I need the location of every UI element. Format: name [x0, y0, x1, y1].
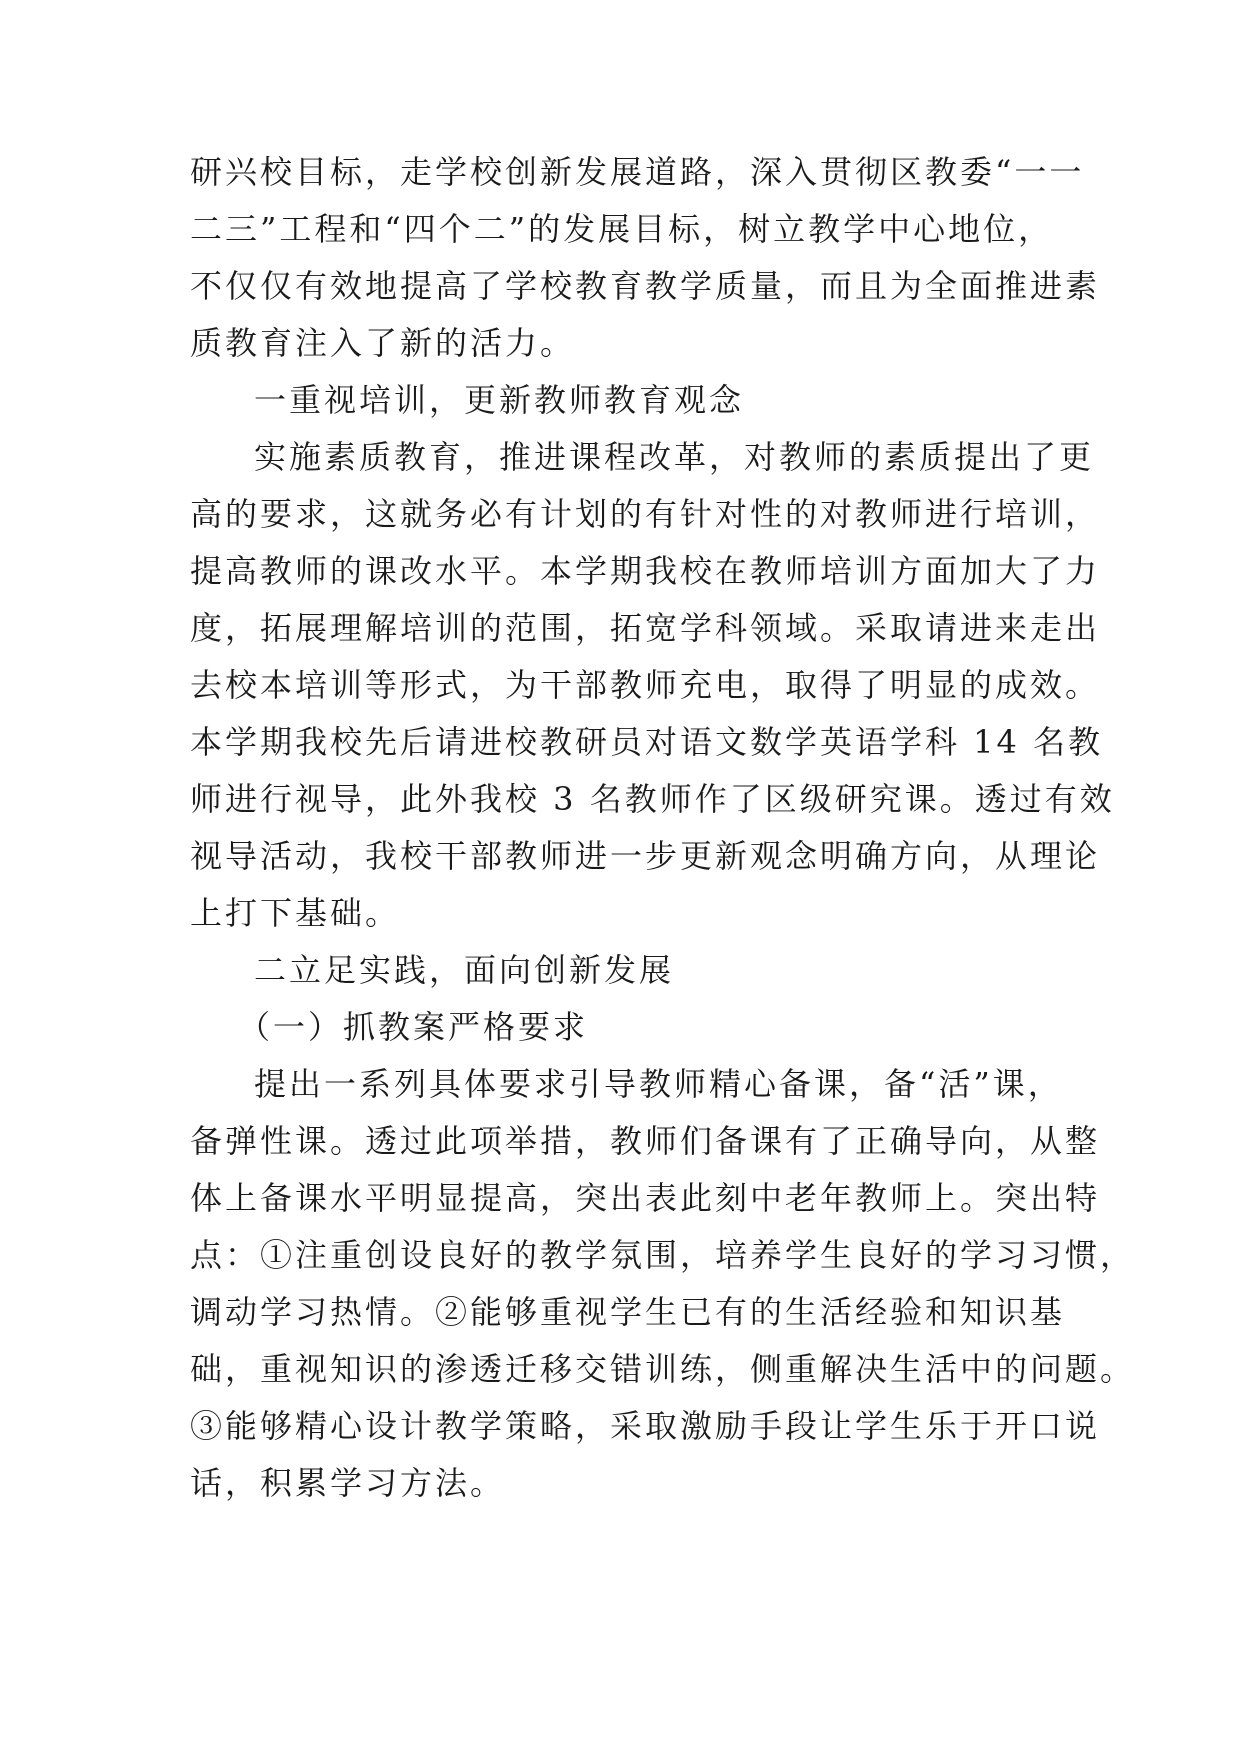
text-line: 二三”工程和“四个二”的发展目标，树立教学中心地位，: [190, 210, 1054, 248]
text-line: 质教育注入了新的活力。: [190, 324, 576, 362]
text-line: 提高教师的课改水平。本学期我校在教师培训方面加大了力: [190, 552, 1101, 590]
subsection-heading: （一）抓教案严格要求: [238, 1008, 589, 1046]
text-line: 不仅仅有效地提高了学校教育教学质量，而且为全面推进素: [190, 267, 1101, 305]
section-heading: 一重视培训，更新教师教育观念: [254, 381, 745, 419]
section-heading: 二立足实践，面向创新发展: [254, 951, 675, 989]
text-line: 视导活动，我校干部教师进一步更新观念明确方向，从理论: [190, 837, 1101, 875]
text-line: 体上备课水平明显提高，突出表此刻中老年教师上。突出特: [190, 1179, 1101, 1217]
text-line: 去校本培训等形式，为干部教师充电，取得了明显的成效。: [190, 666, 1101, 704]
text-line: 本学期我校先后请进校教研员对语文数学英语学科 14 名教: [190, 723, 1104, 761]
text-line: 上打下基础。: [190, 894, 401, 932]
text-line: ③能够精心设计教学策略，采取激励手段让学生乐于开口说: [190, 1407, 1101, 1445]
text-line: 备弹性课。透过此项举措，教师们备课有了正确导向，从整: [190, 1122, 1101, 1160]
text-line: 高的要求，这就务必有计划的有针对性的对教师进行培训，: [190, 495, 1101, 533]
text-line: 提出一系列具体要求引导教师精心备课，备“活”课，: [254, 1065, 1063, 1103]
text-line: 调动学习热情。②能够重视学生已有的生活经验和知识基: [190, 1293, 1066, 1331]
text-line: 度，拓展理解培训的范围，拓宽学科领域。采取请进来走出: [190, 609, 1101, 647]
text-line: 师进行视导，此外我校 3 名教师作了区级研究课。透过有效: [190, 780, 1115, 818]
text-line: 研兴校目标，走学校创新发展道路，深入贯彻区教委“一一: [190, 153, 1085, 191]
text-line: 点：①注重创设良好的教学氛围，培养学生良好的学习习惯，: [190, 1236, 1136, 1274]
text-line: 础，重视知识的渗透迁移交错训练，侧重解决生活中的问题。: [190, 1350, 1136, 1388]
text-line: 话，积累学习方法。: [190, 1464, 506, 1502]
text-line: 实施素质教育，推进课程改革，对教师的素质提出了更: [254, 438, 1095, 476]
